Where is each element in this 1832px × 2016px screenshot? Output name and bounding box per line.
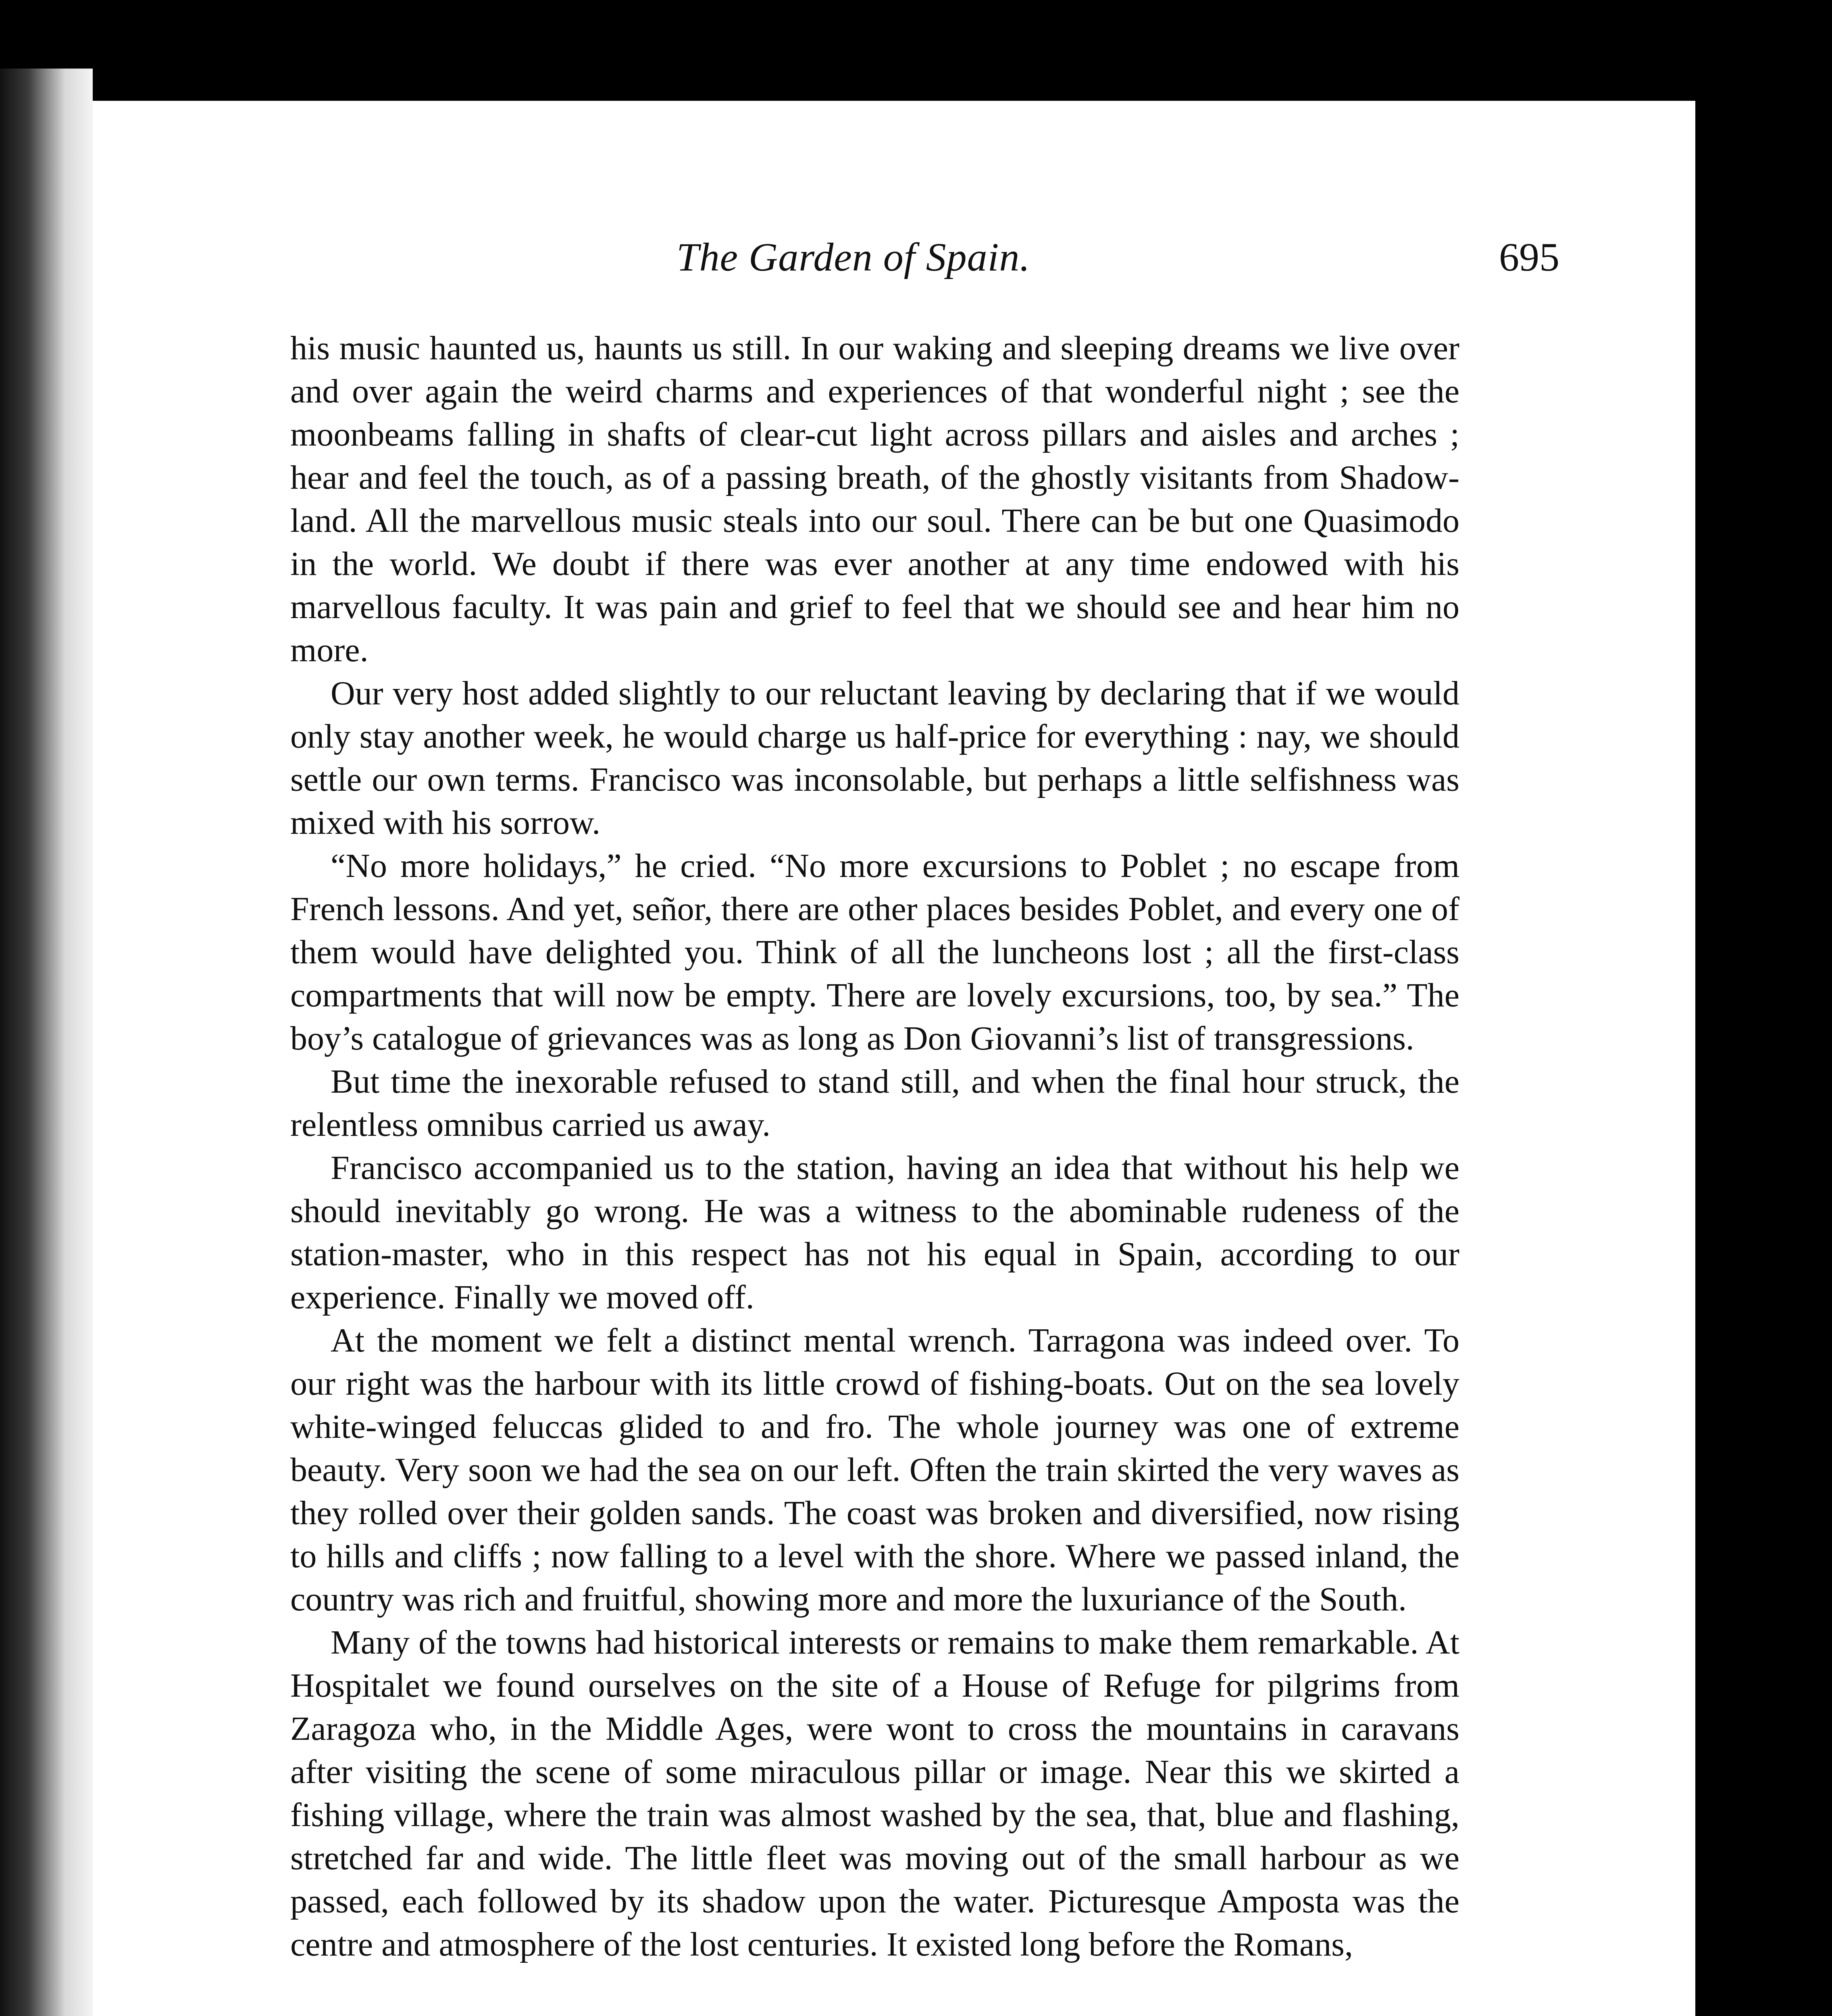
paragraph: Francisco accompanied us to the station, having an idea that without his help we should inevitably go wrong. He was a witness to the abominable rudeness of the station-master, who in this respect has not his equal in Spain, according to our experience. Finally we moved off. xyxy=(290,1149,1459,1316)
running-head: The Garden of Spain. xyxy=(677,235,1030,279)
paragraph: At the moment we felt a distinct mental wrench. Tarragona was indeed over. To our right was the harbour with its little crowd of fishing-boats. Out on the sea lovely white-winged feluccas glided to and fro. The whole journey was one of extreme beauty. Very soon we had the sea on our left. Often the train skirted the very waves as they rolled over their golden sands. The coast was broken and diversified, now rising to hills and cliffs ; now falling to a level with the shore. Where we passed inland, the country was rich and fruitful, showing more and more the luxuriance of the South. xyxy=(290,1322,1459,1618)
paragraph: Our very host added slightly to our reluctant leaving by declaring that if we would only stay another week, he would charge us half-price for everything : nay, we should settle our own terms. Francisco was inconsolable, but perhaps a little selfishness was mixed with his sorrow. xyxy=(290,675,1459,841)
paragraph: Many of the towns had historical interests or remains to make them remarkable. At Hospitalet we found ourselves on the site of a House of Refuge for pilgrims from Zaragoza who, in the Middle Ages, were wont to cross the mountains in caravans after visiting the scene of some miraculous pillar or image. Near this we skirted a fishing village, where the train was almost washed by the sea, that, blue and flashing, stretched far and wide. The little fleet was moving out of the small harbour as we passed, each followed by its shadow upon the water. Picturesque Amposta was the centre and atmosphere of the lost centuries. It existed long before the Romans, xyxy=(290,1624,1459,1963)
paragraph: “No more holidays,” he cried. “No more excursions to Poblet ; no escape from French lessons. And yet, señor, there are other places besides Poblet, and every one of them would have delighted you. Think of all the luncheons lost ; all the first-class compartments that will now be empty. There are lovely excursions, too, by sea.” The boy’s catalogue of grievances was as long as Don Giovanni’s list of transgressions. xyxy=(290,847,1459,1057)
page-number: 695 xyxy=(1499,235,1559,279)
page-header xyxy=(677,234,1559,294)
book-spine-shadow xyxy=(0,69,93,2016)
paragraph: But time the inexorable refused to stand still, and when the final hour struck, the relentless omnibus carried us away. xyxy=(290,1063,1459,1143)
book-page xyxy=(93,101,1695,2016)
paragraph: his music haunted us, haunts us still. In our waking and sleeping dreams we live over and over again the weird charms and experiences of that wonderful night ; see the moonbeams falling in shafts of clear-cut light across pillars and aisles and arches ; hear and feel the touch, as of a passing breath, of the ghostly visitants from Shadow-land. All the marvellous music steals into our soul. There can be but one Quasimodo in the world. We doubt if there was ever another at any time endowed with his marvellous faculty. It was pain and grief to feel that we should see and hear him no more. xyxy=(290,329,1459,669)
body-text xyxy=(290,327,1459,1966)
